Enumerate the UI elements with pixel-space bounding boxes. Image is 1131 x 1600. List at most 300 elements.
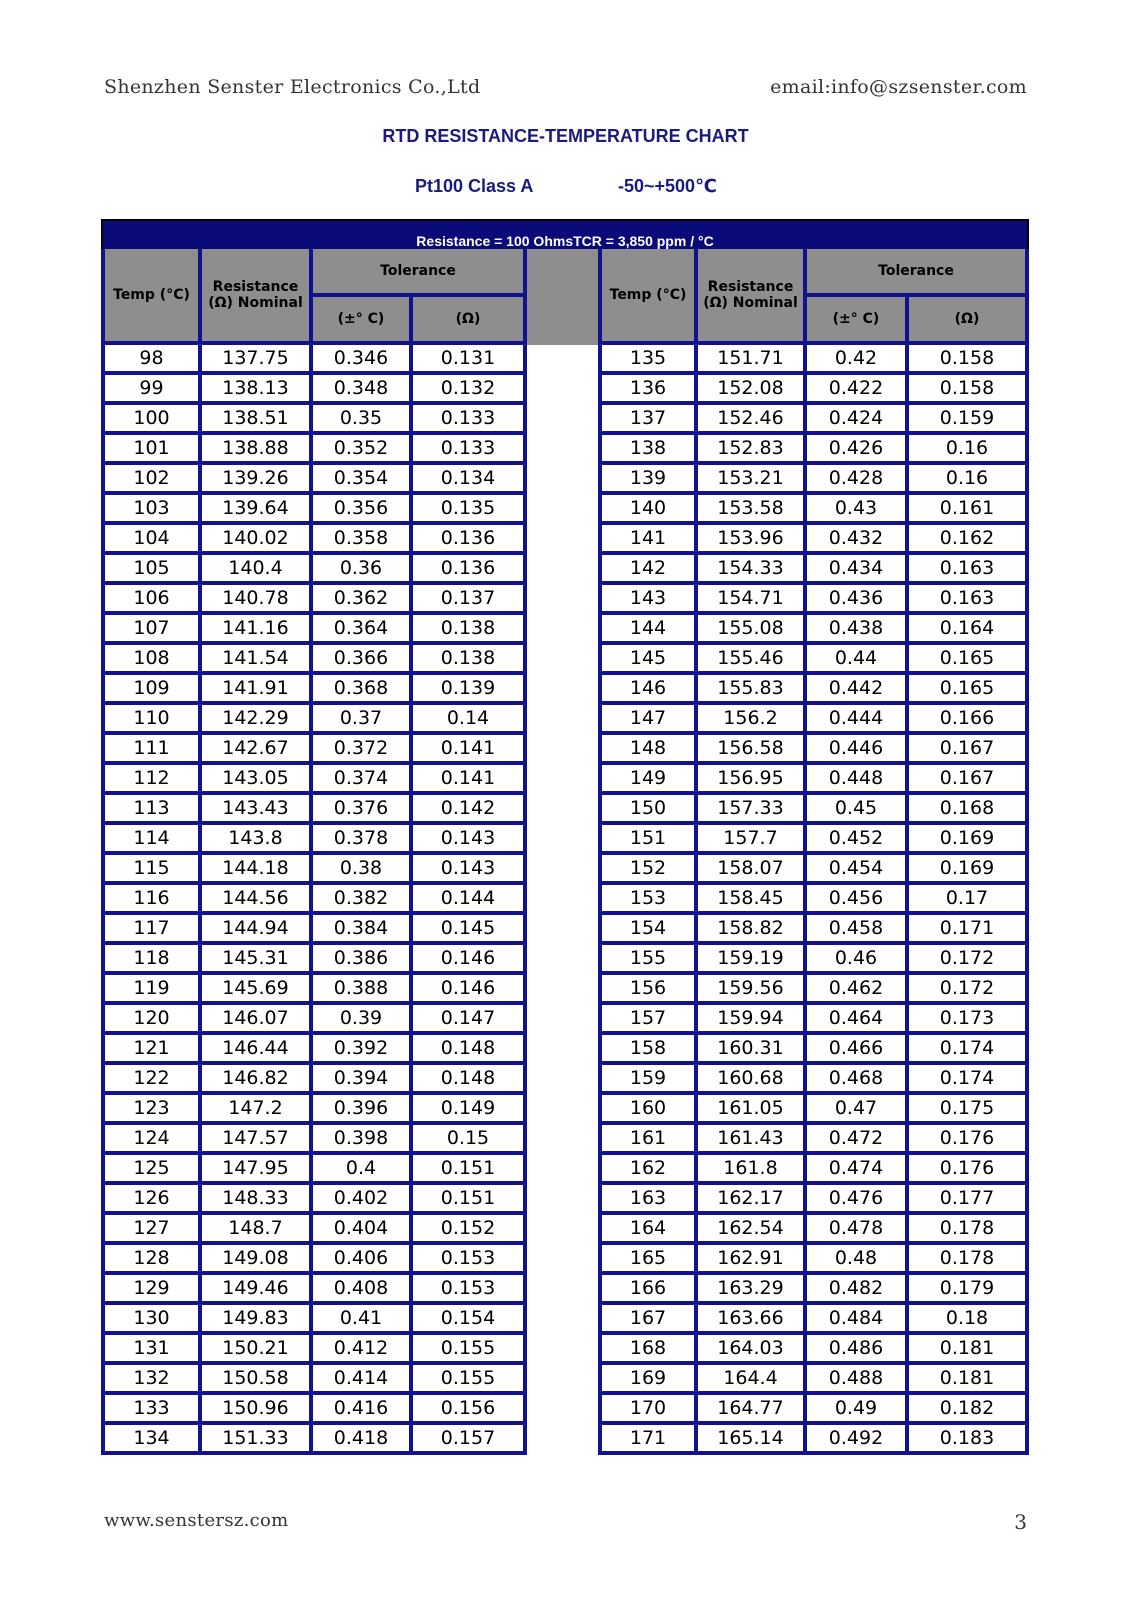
temp-cell: 131 xyxy=(101,1331,202,1361)
table-row xyxy=(598,491,1029,521)
resistance-cell: 147.2 xyxy=(202,1091,313,1121)
tolerance-degrees-cell: 0.488 xyxy=(807,1361,909,1391)
resistance-cell: 146.82 xyxy=(202,1061,313,1091)
temp-cell: 160 xyxy=(598,1091,698,1121)
header-gap-column xyxy=(527,249,598,345)
resistance-cell: 158.07 xyxy=(698,851,807,881)
tolerance-ohms-cell: 0.164 xyxy=(909,611,1029,641)
resistance-cell: 139.26 xyxy=(202,461,313,491)
temp-cell: 163 xyxy=(598,1181,698,1211)
resistance-cell: 150.96 xyxy=(202,1391,313,1421)
tolerance-degrees-cell: 0.452 xyxy=(807,821,909,851)
temp-cell: 103 xyxy=(101,491,202,521)
table-row xyxy=(101,1301,527,1331)
table-row xyxy=(598,821,1029,851)
resistance-cell: 140.78 xyxy=(202,581,313,611)
tolerance-degrees-cell: 0.396 xyxy=(313,1091,413,1121)
table-row xyxy=(101,1091,527,1121)
resistance-cell: 156.58 xyxy=(698,731,807,761)
tolerance-ohms-cell: 0.171 xyxy=(909,911,1029,941)
resistance-cell: 144.94 xyxy=(202,911,313,941)
temp-cell: 114 xyxy=(101,821,202,851)
tolerance-degrees-cell: 0.436 xyxy=(807,581,909,611)
tolerance-ohms-cell: 0.162 xyxy=(909,521,1029,551)
tolerance-degrees-cell: 0.438 xyxy=(807,611,909,641)
tolerance-ohms-cell: 0.149 xyxy=(413,1091,527,1121)
tolerance-degrees-cell: 0.364 xyxy=(313,611,413,641)
resistance-cell: 151.71 xyxy=(698,341,807,371)
resistance-cell: 161.43 xyxy=(698,1121,807,1151)
tolerance-degrees-cell: 0.366 xyxy=(313,641,413,671)
tolerance-ohms-cell: 0.178 xyxy=(909,1211,1029,1241)
table-row xyxy=(598,1331,1029,1361)
temp-cell: 115 xyxy=(101,851,202,881)
resistance-cell: 153.21 xyxy=(698,461,807,491)
table-row xyxy=(101,1361,527,1391)
resistance-cell: 164.03 xyxy=(698,1331,807,1361)
tolerance-ohms-cell: 0.153 xyxy=(413,1241,527,1271)
temp-cell: 117 xyxy=(101,911,202,941)
temp-cell: 133 xyxy=(101,1391,202,1421)
tolerance-ohms-cell: 0.169 xyxy=(909,821,1029,851)
tolerance-ohms-cell: 0.143 xyxy=(413,821,527,851)
tolerance-degrees-cell: 0.388 xyxy=(313,971,413,1001)
resistance-cell: 150.21 xyxy=(202,1331,313,1361)
tolerance-degrees-cell: 0.392 xyxy=(313,1031,413,1061)
tolerance-degrees-cell: 0.378 xyxy=(313,821,413,851)
tolerance-degrees-cell: 0.442 xyxy=(807,671,909,701)
table-row xyxy=(101,971,527,1001)
tolerance-ohms-cell: 0.148 xyxy=(413,1061,527,1091)
resistance-cell: 138.13 xyxy=(202,371,313,401)
tolerance-ohms-cell: 0.132 xyxy=(413,371,527,401)
resistance-cell: 148.7 xyxy=(202,1211,313,1241)
table-row xyxy=(598,1391,1029,1421)
table-row xyxy=(101,641,527,671)
temp-cell: 107 xyxy=(101,611,202,641)
tolerance-ohms-cell: 0.155 xyxy=(413,1361,527,1391)
resistance-cell: 159.94 xyxy=(698,1001,807,1031)
tolerance-degrees-cell: 0.404 xyxy=(313,1211,413,1241)
temp-cell: 128 xyxy=(101,1241,202,1271)
resistance-cell: 162.54 xyxy=(698,1211,807,1241)
table-row xyxy=(101,701,527,731)
temp-cell: 106 xyxy=(101,581,202,611)
temp-cell: 158 xyxy=(598,1031,698,1061)
resistance-cell: 137.75 xyxy=(202,341,313,371)
resistance-cell: 149.46 xyxy=(202,1271,313,1301)
tolerance-degrees-cell: 0.454 xyxy=(807,851,909,881)
table-row xyxy=(101,341,527,371)
resistance-cell: 139.64 xyxy=(202,491,313,521)
tolerance-degrees-cell: 0.468 xyxy=(807,1061,909,1091)
tolerance-ohms-cell: 0.173 xyxy=(909,1001,1029,1031)
temp-cell: 122 xyxy=(101,1061,202,1091)
temp-cell: 116 xyxy=(101,881,202,911)
temp-cell: 135 xyxy=(598,341,698,371)
tolerance-ohms-cell: 0.179 xyxy=(909,1271,1029,1301)
temp-cell: 118 xyxy=(101,941,202,971)
temp-cell: 132 xyxy=(101,1361,202,1391)
table-row xyxy=(101,1391,527,1421)
temp-cell: 168 xyxy=(598,1331,698,1361)
tolerance-ohms-cell: 0.183 xyxy=(909,1421,1029,1455)
resistance-cell: 146.07 xyxy=(202,1001,313,1031)
tolerance-degrees-cell: 0.402 xyxy=(313,1181,413,1211)
tolerance-degrees-cell: 0.412 xyxy=(313,1331,413,1361)
table-row xyxy=(101,1421,527,1455)
tolerance-ohms-cell: 0.135 xyxy=(413,491,527,521)
temp-cell: 171 xyxy=(598,1421,698,1455)
tolerance-degrees-cell: 0.472 xyxy=(807,1121,909,1151)
temp-cell: 110 xyxy=(101,701,202,731)
rtd-table-right xyxy=(598,249,1029,1455)
temp-cell: 109 xyxy=(101,671,202,701)
tolerance-degrees-cell: 0.346 xyxy=(313,341,413,371)
temp-cell: 105 xyxy=(101,551,202,581)
resistance-cell: 149.08 xyxy=(202,1241,313,1271)
table-row xyxy=(598,431,1029,461)
tolerance-ohms-cell: 0.178 xyxy=(909,1241,1029,1271)
tolerance-degrees-cell: 0.46 xyxy=(807,941,909,971)
tolerance-degrees-cell: 0.476 xyxy=(807,1181,909,1211)
table-row xyxy=(101,821,527,851)
tolerance-ohms-cell: 0.136 xyxy=(413,551,527,581)
table-row xyxy=(598,701,1029,731)
resistance-cell: 141.91 xyxy=(202,671,313,701)
temp-cell: 124 xyxy=(101,1121,202,1151)
temp-cell: 166 xyxy=(598,1271,698,1301)
table-row xyxy=(598,551,1029,581)
temp-cell: 136 xyxy=(598,371,698,401)
temp-cell: 112 xyxy=(101,761,202,791)
temp-cell: 155 xyxy=(598,941,698,971)
table-row xyxy=(101,401,527,431)
table-row xyxy=(598,611,1029,641)
resistance-cell: 143.8 xyxy=(202,821,313,851)
resistance-cell: 164.4 xyxy=(698,1361,807,1391)
temp-cell: 121 xyxy=(101,1031,202,1061)
tolerance-degrees-cell: 0.464 xyxy=(807,1001,909,1031)
table-row xyxy=(101,461,527,491)
resistance-cell: 159.56 xyxy=(698,971,807,1001)
tolerance-ohms-cell: 0.175 xyxy=(909,1091,1029,1121)
temp-cell: 151 xyxy=(598,821,698,851)
table-row xyxy=(598,671,1029,701)
temp-cell: 170 xyxy=(598,1391,698,1421)
resistance-cell: 144.18 xyxy=(202,851,313,881)
resistance-cell: 155.08 xyxy=(698,611,807,641)
resistance-cell: 148.33 xyxy=(202,1181,313,1211)
temp-cell: 140 xyxy=(598,491,698,521)
col-header-tolerance: Tolerance xyxy=(313,249,527,293)
resistance-cell: 142.29 xyxy=(202,701,313,731)
temp-cell: 111 xyxy=(101,731,202,761)
table-row xyxy=(598,1151,1029,1181)
table-row xyxy=(101,521,527,551)
col-header-resistance: Resistance (Ω) Nominal xyxy=(698,249,807,341)
resistance-cell: 149.83 xyxy=(202,1301,313,1331)
temp-cell: 154 xyxy=(598,911,698,941)
tolerance-ohms-cell: 0.174 xyxy=(909,1031,1029,1061)
table-body-left xyxy=(101,341,527,1455)
tolerance-degrees-cell: 0.352 xyxy=(313,431,413,461)
tolerance-ohms-cell: 0.147 xyxy=(413,1001,527,1031)
tolerance-degrees-cell: 0.356 xyxy=(313,491,413,521)
table-row xyxy=(598,1061,1029,1091)
table-row xyxy=(598,371,1029,401)
tolerance-degrees-cell: 0.384 xyxy=(313,911,413,941)
temp-cell: 108 xyxy=(101,641,202,671)
tolerance-degrees-cell: 0.474 xyxy=(807,1151,909,1181)
resistance-cell: 154.33 xyxy=(698,551,807,581)
temp-cell: 101 xyxy=(101,431,202,461)
table-row xyxy=(101,941,527,971)
table-row xyxy=(598,1421,1029,1455)
table-row xyxy=(598,1301,1029,1331)
resistance-cell: 160.68 xyxy=(698,1061,807,1091)
tolerance-ohms-cell: 0.146 xyxy=(413,941,527,971)
temp-cell: 134 xyxy=(101,1421,202,1455)
temp-cell: 137 xyxy=(598,401,698,431)
tolerance-ohms-cell: 0.152 xyxy=(413,1211,527,1241)
resistance-cell: 163.66 xyxy=(698,1301,807,1331)
tolerance-ohms-cell: 0.15 xyxy=(413,1121,527,1151)
table-row xyxy=(598,881,1029,911)
tolerance-degrees-cell: 0.416 xyxy=(313,1391,413,1421)
tolerance-ohms-cell: 0.156 xyxy=(413,1391,527,1421)
tolerance-degrees-cell: 0.478 xyxy=(807,1211,909,1241)
col-header-resistance: Resistance (Ω) Nominal xyxy=(202,249,313,341)
tolerance-ohms-cell: 0.138 xyxy=(413,611,527,641)
table-row xyxy=(101,371,527,401)
tolerance-ohms-cell: 0.141 xyxy=(413,731,527,761)
tolerance-degrees-cell: 0.482 xyxy=(807,1271,909,1301)
table-row xyxy=(101,1241,527,1271)
tolerance-degrees-cell: 0.424 xyxy=(807,401,909,431)
table-row xyxy=(101,551,527,581)
temp-cell: 113 xyxy=(101,791,202,821)
table-row xyxy=(101,431,527,461)
temp-cell: 165 xyxy=(598,1241,698,1271)
tolerance-ohms-cell: 0.16 xyxy=(909,461,1029,491)
resistance-cell: 164.77 xyxy=(698,1391,807,1421)
resistance-cell: 141.16 xyxy=(202,611,313,641)
resistance-cell: 155.83 xyxy=(698,671,807,701)
resistance-cell: 158.45 xyxy=(698,881,807,911)
table-row xyxy=(101,491,527,521)
tolerance-ohms-cell: 0.176 xyxy=(909,1151,1029,1181)
tolerance-ohms-cell: 0.137 xyxy=(413,581,527,611)
resistance-cell: 145.69 xyxy=(202,971,313,1001)
resistance-cell: 141.54 xyxy=(202,641,313,671)
resistance-cell: 157.7 xyxy=(698,821,807,851)
tolerance-ohms-cell: 0.146 xyxy=(413,971,527,1001)
tolerance-ohms-cell: 0.177 xyxy=(909,1181,1029,1211)
temp-cell: 143 xyxy=(598,581,698,611)
tolerance-ohms-cell: 0.159 xyxy=(909,401,1029,431)
tolerance-ohms-cell: 0.151 xyxy=(413,1181,527,1211)
table-row xyxy=(598,1091,1029,1121)
tolerance-degrees-cell: 0.486 xyxy=(807,1331,909,1361)
page-number: 3 xyxy=(1014,1510,1027,1534)
tolerance-ohms-cell: 0.158 xyxy=(909,371,1029,401)
temperature-range: -50~+500℃ xyxy=(618,176,717,196)
temp-cell: 159 xyxy=(598,1061,698,1091)
resistance-cell: 157.33 xyxy=(698,791,807,821)
temp-cell: 98 xyxy=(101,341,202,371)
tolerance-degrees-cell: 0.448 xyxy=(807,761,909,791)
tolerance-ohms-cell: 0.172 xyxy=(909,941,1029,971)
temp-cell: 125 xyxy=(101,1151,202,1181)
table-row xyxy=(598,1181,1029,1211)
tolerance-degrees-cell: 0.45 xyxy=(807,791,909,821)
tolerance-ohms-cell: 0.133 xyxy=(413,431,527,461)
temp-cell: 167 xyxy=(598,1301,698,1331)
tolerance-ohms-cell: 0.163 xyxy=(909,551,1029,581)
tolerance-degrees-cell: 0.458 xyxy=(807,911,909,941)
tolerance-degrees-cell: 0.466 xyxy=(807,1031,909,1061)
table-row xyxy=(101,1181,527,1211)
table-row xyxy=(598,581,1029,611)
table-row xyxy=(101,1331,527,1361)
tolerance-degrees-cell: 0.394 xyxy=(313,1061,413,1091)
tolerance-ohms-cell: 0.131 xyxy=(413,341,527,371)
tolerance-ohms-cell: 0.148 xyxy=(413,1031,527,1061)
temp-cell: 156 xyxy=(598,971,698,1001)
temp-cell: 120 xyxy=(101,1001,202,1031)
table-row xyxy=(101,1061,527,1091)
table-row xyxy=(598,1121,1029,1151)
resistance-cell: 161.05 xyxy=(698,1091,807,1121)
tolerance-degrees-cell: 0.354 xyxy=(313,461,413,491)
sensor-model: Pt100 Class A xyxy=(415,176,534,196)
tolerance-ohms-cell: 0.176 xyxy=(909,1121,1029,1151)
table-row xyxy=(101,1031,527,1061)
resistance-cell: 147.57 xyxy=(202,1121,313,1151)
temp-cell: 150 xyxy=(598,791,698,821)
tolerance-degrees-cell: 0.44 xyxy=(807,641,909,671)
tolerance-ohms-cell: 0.145 xyxy=(413,911,527,941)
table-row xyxy=(101,791,527,821)
temp-cell: 157 xyxy=(598,1001,698,1031)
tolerance-degrees-cell: 0.48 xyxy=(807,1241,909,1271)
table-body-right xyxy=(598,341,1029,1455)
tolerance-ohms-cell: 0.172 xyxy=(909,971,1029,1001)
resistance-cell: 140.02 xyxy=(202,521,313,551)
col-header-tol-ohms: (Ω) xyxy=(909,293,1029,341)
tolerance-ohms-cell: 0.138 xyxy=(413,641,527,671)
table-row xyxy=(598,1241,1029,1271)
table-row xyxy=(101,881,527,911)
tolerance-degrees-cell: 0.374 xyxy=(313,761,413,791)
tolerance-degrees-cell: 0.37 xyxy=(313,701,413,731)
tolerance-ohms-cell: 0.182 xyxy=(909,1391,1029,1421)
tolerance-degrees-cell: 0.446 xyxy=(807,731,909,761)
tolerance-ohms-cell: 0.181 xyxy=(909,1331,1029,1361)
resistance-cell: 152.08 xyxy=(698,371,807,401)
table-row xyxy=(101,1001,527,1031)
resistance-cell: 159.19 xyxy=(698,941,807,971)
tolerance-degrees-cell: 0.4 xyxy=(313,1151,413,1181)
tolerance-degrees-cell: 0.484 xyxy=(807,1301,909,1331)
resistance-cell: 144.56 xyxy=(202,881,313,911)
table-row xyxy=(598,941,1029,971)
tolerance-ohms-cell: 0.165 xyxy=(909,671,1029,701)
table-row xyxy=(101,761,527,791)
temp-cell: 146 xyxy=(598,671,698,701)
footer-url: www.senstersz.com xyxy=(104,1510,289,1531)
resistance-cell: 143.05 xyxy=(202,761,313,791)
tolerance-ohms-cell: 0.139 xyxy=(413,671,527,701)
company-email: email:info@szsenster.com xyxy=(770,76,1027,98)
tolerance-ohms-cell: 0.153 xyxy=(413,1271,527,1301)
temp-cell: 102 xyxy=(101,461,202,491)
col-header-tol-degrees: (±° C) xyxy=(313,293,413,341)
tolerance-degrees-cell: 0.41 xyxy=(313,1301,413,1331)
temp-cell: 149 xyxy=(598,761,698,791)
table-row xyxy=(598,641,1029,671)
resistance-cell: 138.88 xyxy=(202,431,313,461)
resistance-cell: 138.51 xyxy=(202,401,313,431)
table-row xyxy=(598,341,1029,371)
temp-cell: 161 xyxy=(598,1121,698,1151)
tolerance-degrees-cell: 0.362 xyxy=(313,581,413,611)
table-row xyxy=(598,1001,1029,1031)
tolerance-degrees-cell: 0.36 xyxy=(313,551,413,581)
temp-cell: 123 xyxy=(101,1091,202,1121)
tolerance-ohms-cell: 0.163 xyxy=(909,581,1029,611)
tolerance-ohms-cell: 0.151 xyxy=(413,1151,527,1181)
tolerance-ohms-cell: 0.168 xyxy=(909,791,1029,821)
table-row xyxy=(598,851,1029,881)
table-row xyxy=(101,581,527,611)
temp-cell: 139 xyxy=(598,461,698,491)
tolerance-ohms-cell: 0.134 xyxy=(413,461,527,491)
tolerance-degrees-cell: 0.492 xyxy=(807,1421,909,1455)
table-row xyxy=(598,1211,1029,1241)
resistance-cell: 155.46 xyxy=(698,641,807,671)
temp-cell: 152 xyxy=(598,851,698,881)
tolerance-degrees-cell: 0.348 xyxy=(313,371,413,401)
tolerance-ohms-cell: 0.174 xyxy=(909,1061,1029,1091)
tolerance-ohms-cell: 0.158 xyxy=(909,341,1029,371)
tolerance-degrees-cell: 0.418 xyxy=(313,1421,413,1455)
tolerance-degrees-cell: 0.47 xyxy=(807,1091,909,1121)
table-row xyxy=(101,1271,527,1301)
tolerance-degrees-cell: 0.368 xyxy=(313,671,413,701)
resistance-cell: 160.31 xyxy=(698,1031,807,1061)
temp-cell: 144 xyxy=(598,611,698,641)
tolerance-degrees-cell: 0.444 xyxy=(807,701,909,731)
tolerance-degrees-cell: 0.35 xyxy=(313,401,413,431)
resistance-cell: 150.58 xyxy=(202,1361,313,1391)
resistance-cell: 152.83 xyxy=(698,431,807,461)
table-row xyxy=(598,1361,1029,1391)
table-row xyxy=(101,911,527,941)
tolerance-ohms-cell: 0.157 xyxy=(413,1421,527,1455)
table-row xyxy=(598,1271,1029,1301)
tolerance-degrees-cell: 0.456 xyxy=(807,881,909,911)
resistance-cell: 154.71 xyxy=(698,581,807,611)
company-name: Shenzhen Senster Electronics Co.,Ltd xyxy=(104,76,481,98)
col-header-temp: Temp (°C) xyxy=(598,249,698,341)
table-row xyxy=(101,731,527,761)
temp-cell: 162 xyxy=(598,1151,698,1181)
tolerance-degrees-cell: 0.38 xyxy=(313,851,413,881)
temp-cell: 129 xyxy=(101,1271,202,1301)
resistance-cell: 143.43 xyxy=(202,791,313,821)
